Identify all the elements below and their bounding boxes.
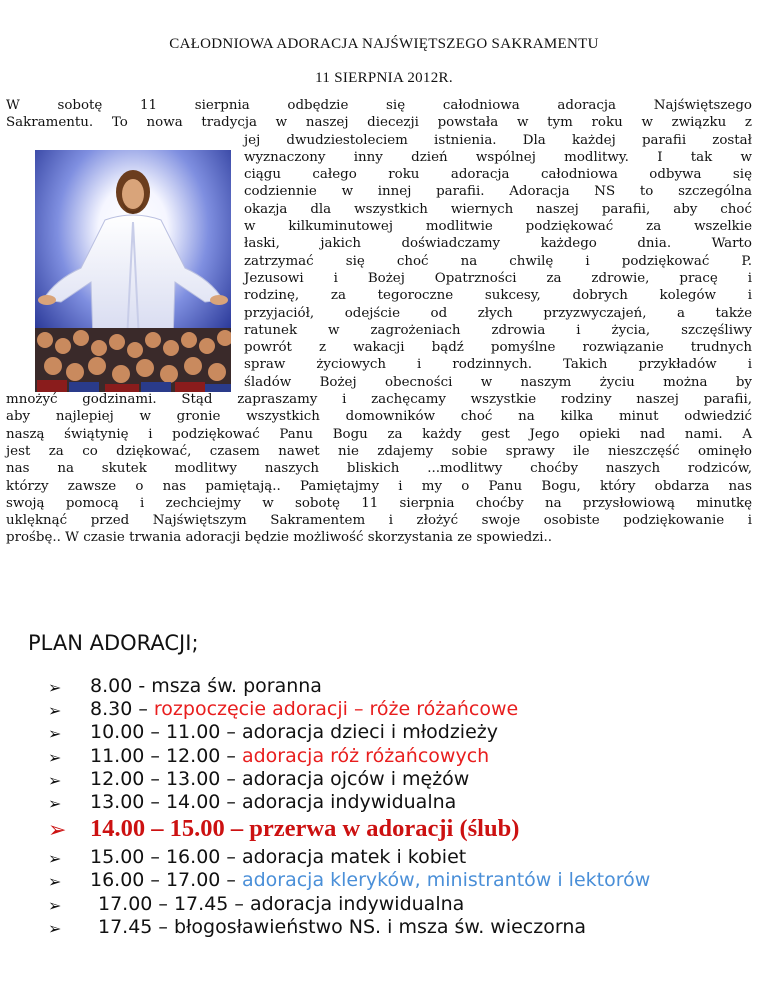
document-title: CAŁODNIOWA ADORACJA NAJŚWIĘTSZEGO SAKRAMENTU xyxy=(169,36,599,52)
paragraph-line: powrót z wakacji bądź pomyślne rozwiązanie trudnych xyxy=(244,340,752,356)
paragraph-line: wyznaczony inny dzień wspólnej modlitwy. I tak w xyxy=(244,149,752,165)
paragraph-line: przyjaciół, odejście od złych przyzwyczajeń, a także xyxy=(244,305,752,321)
plan-item-time: 16.00 – 17.00 – xyxy=(90,869,242,892)
plan-item-time: 10.00 – 11.00 – adoracja dzieci i młodzieży xyxy=(90,721,498,744)
paragraph-line: uklęknąć przed Najświętszym Sakramentem i złożyć swoje osobiste podziękowanie i xyxy=(6,513,752,529)
paragraph-line: codziennie w innej parafii. Adoracja NS to szczególna xyxy=(244,184,752,200)
plan-item-highlight: 14.00 – 15.00 – przerwa w adoracji (ślub) xyxy=(90,815,520,843)
plan-item-time: 17.45 – błogosławieństwo NS. i msza św. wieczorna xyxy=(98,915,587,938)
paragraph-line: którzy zawsze o nas pamiętają.. Pamiętajmy i my o Panu Bogu, który obdarza nas xyxy=(6,478,752,494)
paragraph-line: Jezusowi i Bożej Opatrzności za zdrowie, pracę i xyxy=(244,270,752,286)
plan-item-text xyxy=(90,768,469,791)
plan-item-text xyxy=(98,893,464,916)
plan-item-time: 12.00 – 13.00 – adoracja ojców i mężów xyxy=(90,767,470,790)
arrow-bullet-icon: ➢ xyxy=(48,895,62,915)
plan-item-text xyxy=(90,745,489,768)
paragraph-line: w kilkuminutowej modlitwie podziękować za wszelkie xyxy=(244,219,752,235)
plan-item-highlight: rozpoczęcie adoracji – róże różańcowe xyxy=(153,698,519,721)
paragraph-line: śladów Bożej obecności w naszym życiu można by xyxy=(244,374,752,390)
arrow-bullet-icon: ➢ xyxy=(48,678,62,697)
arrow-bullet-icon: ➢ xyxy=(48,701,62,721)
plan-item-time: 8.00 - msza św. poranna xyxy=(90,675,322,697)
plan-item-text xyxy=(90,869,650,892)
paragraph-line: naszą świątynię i podziękować Panu Bogu za każdy gest Jego opieki nad nami. A xyxy=(6,426,752,442)
plan-item-time: 13.00 – 14.00 – adoracja indywidualna xyxy=(90,790,457,813)
plan-item xyxy=(48,893,768,916)
arrow-bullet-icon: ➢ xyxy=(48,724,62,744)
paragraph-line: zatrzymać się choć na chwilę i podziękować P. xyxy=(244,253,752,269)
plan-item-text xyxy=(90,846,466,869)
plan-item-time: 11.00 – 12.00 – xyxy=(90,744,242,767)
plan-item-text xyxy=(90,815,520,843)
plan-item xyxy=(48,814,768,846)
paragraph-line: łaski, jakich doświadczamy każdego dnia. Warto xyxy=(244,236,752,252)
arrow-bullet-icon: ➢ xyxy=(48,770,62,790)
paragraph-line: ciągu całego roku adoracja całodniowa odbywa się xyxy=(244,167,752,183)
plan-item-text xyxy=(90,791,456,814)
plan-item-time: 8.30 – xyxy=(90,698,154,721)
arrow-bullet-icon: ➢ xyxy=(48,793,62,813)
paragraph-line: spraw życiowych i rodzinnych. Takich przykładów i xyxy=(244,357,752,373)
body-paragraph xyxy=(6,97,752,547)
paragraph-line: mnożyć godzinami. Stąd zapraszamy i zachęcamy wszystkie rodziny naszej parafii, xyxy=(6,392,752,408)
arrow-bullet-icon: ➢ xyxy=(48,918,62,938)
paragraph-line: rodzinę, za tegoroczne sukcesy, dobrych kolegów i xyxy=(244,288,752,304)
plan-title: PLAN ADORACJI; xyxy=(28,631,199,655)
plan-item xyxy=(48,791,768,814)
paragraph-line: swoją pomocą i zechciejmy w sobotę 11 sierpnia choćby na przysłowiową minutkę xyxy=(6,495,752,511)
plan-item-text xyxy=(98,916,586,939)
plan-item-text xyxy=(90,721,498,744)
plan-item-highlight: adoracja róż różańcowych xyxy=(241,744,490,767)
plan-list xyxy=(48,675,768,939)
arrow-bullet-icon: ➢ xyxy=(48,849,62,869)
paragraph-line: aby najlepiej w gronie wszystkich domowników choć na kilka minut odwiedzić xyxy=(6,409,752,425)
plan-item-highlight: adoracja kleryków, ministrantów i lektorów xyxy=(241,869,651,892)
plan-item xyxy=(48,698,768,721)
plan-item-text xyxy=(90,698,518,721)
plan-item xyxy=(48,675,768,698)
paragraph-line: ratunek w zagrożeniach zdrowia i życia, szczęśliwy xyxy=(244,322,752,338)
paragraph-line: okazja dla wszystkich wiernych naszej parafii, aby choć xyxy=(244,201,752,217)
plan-item xyxy=(48,745,768,768)
arrow-bullet-icon: ➢ xyxy=(48,872,62,892)
paragraph-line: Sakramentu. To nowa tradycja w naszej diecezji powstała w tym roku w związku z xyxy=(6,115,752,131)
paragraph-line: nas na skutek modlitwy naszych bliskich ...modlitwy choćby naszych rodziców, xyxy=(6,461,752,477)
plan-item xyxy=(48,846,768,869)
plan-item-time: 17.00 – 17.45 – adoracja indywidualna xyxy=(98,892,465,915)
plan-item xyxy=(48,721,768,744)
plan-item-time: 15.00 – 16.00 – adoracja matek i kobiet xyxy=(90,846,467,869)
paragraph-line: jest za co dziękować, czasem nawet nie zdajemy sobie sprawy ile nieszczęść ominęło xyxy=(6,443,752,459)
arrow-bullet-icon: ➢ xyxy=(48,747,62,767)
document-date: 11 SIERPNIA 2012R. xyxy=(315,70,453,86)
plan-item-text xyxy=(90,675,322,698)
plan-item xyxy=(48,768,768,791)
plan-item xyxy=(48,916,768,939)
paragraph-line: prośbę.. W czasie trwania adoracji będzie możliwość skorzystania ze spowiedzi.. xyxy=(6,530,553,546)
arrow-bullet-icon: ➢ xyxy=(48,818,67,844)
paragraph-line: W sobotę 11 sierpnia odbędzie się całodniowa adoracja Najświętszego xyxy=(6,98,752,113)
plan-item xyxy=(48,869,768,892)
paragraph-line: jej dwudziestoleciem istnienia. Dla każdej parafii został xyxy=(244,132,752,148)
